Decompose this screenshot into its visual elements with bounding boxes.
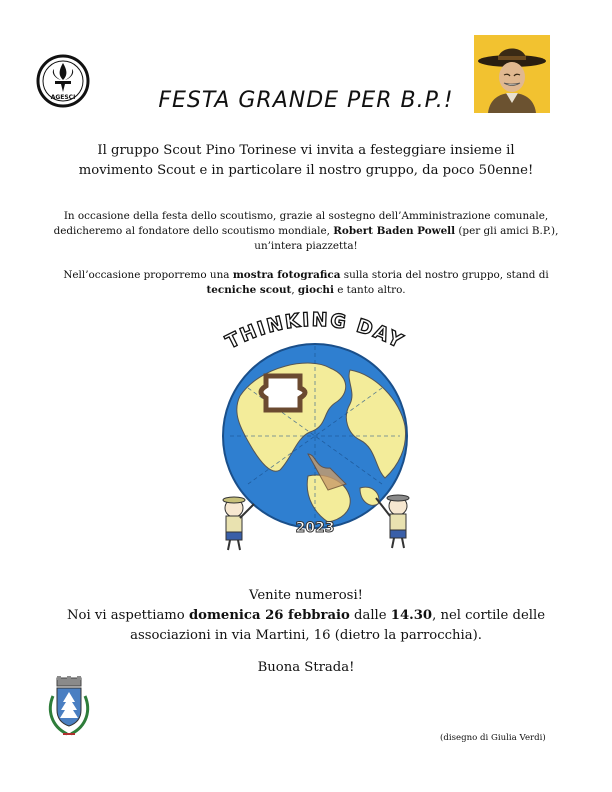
greeting: Buona Strada! xyxy=(257,660,355,675)
thinking-day-illustration xyxy=(200,308,430,553)
event-line-2-text: dedicheremo al fondatore dello scoutismo mondiale, xyxy=(53,225,334,237)
municipality-crest xyxy=(45,676,93,740)
illustration-credit: (disegno di Giulia Verdi) xyxy=(440,733,546,743)
closing-text: dalle xyxy=(349,608,391,623)
agesci-logo-text: AGESCI xyxy=(50,94,76,101)
intro-text xyxy=(60,141,552,181)
closing-line-2 xyxy=(30,606,582,626)
activities-line-2 xyxy=(46,283,566,298)
closing-line-1: Venite numerosi! xyxy=(249,588,363,603)
event-line-2-tail: (per gli amici B.P.), xyxy=(455,225,559,237)
intro-line-2: movimento Scout e in particolare il nostro gruppo, da poco 50enne! xyxy=(78,163,534,178)
scout-left xyxy=(223,497,254,550)
event-line-3: un’intera piazzetta! xyxy=(254,240,358,252)
intro-line-1: Il gruppo Scout Pino Torinese vi invita a festeggiare insieme il xyxy=(97,143,515,158)
activities-text: Nell’occasione proporremo una xyxy=(63,269,233,281)
photo-exhibit: mostra fotografica xyxy=(232,269,341,281)
founder-name: Robert Baden Powell xyxy=(333,225,456,237)
event-line-2 xyxy=(46,224,566,239)
closing-text xyxy=(30,586,582,646)
closing-text: , nel cortile delle xyxy=(432,608,545,623)
thinking-day-title: THINKING DAY xyxy=(222,308,408,354)
event-time: 14.30 xyxy=(390,608,433,623)
games: giochi xyxy=(297,284,334,296)
activities-text: e tanto altro. xyxy=(333,284,406,296)
scout-techniques: tecniche scout xyxy=(206,284,292,296)
closing-text: Noi vi aspettiamo xyxy=(67,608,189,623)
event-description xyxy=(46,209,566,254)
activities-text: sulla storia del nostro gruppo, stand di xyxy=(340,269,549,281)
page-title: FESTA GRANDE PER B.P.! xyxy=(158,88,454,113)
event-date: domenica 26 febbraio xyxy=(188,608,350,623)
closing-line-3: associazioni in via Martini, 16 (dietro la parrocchia). xyxy=(130,628,482,643)
event-line-1: In occasione della festa dello scoutismo, grazie al sostegno dell’Amministrazione comunale, xyxy=(63,210,549,222)
activities-text: , xyxy=(291,284,298,296)
activities-line-1 xyxy=(46,268,566,283)
activities-description xyxy=(46,268,566,298)
thinking-day-year: 2023 xyxy=(295,520,335,536)
scout-right xyxy=(376,495,409,548)
